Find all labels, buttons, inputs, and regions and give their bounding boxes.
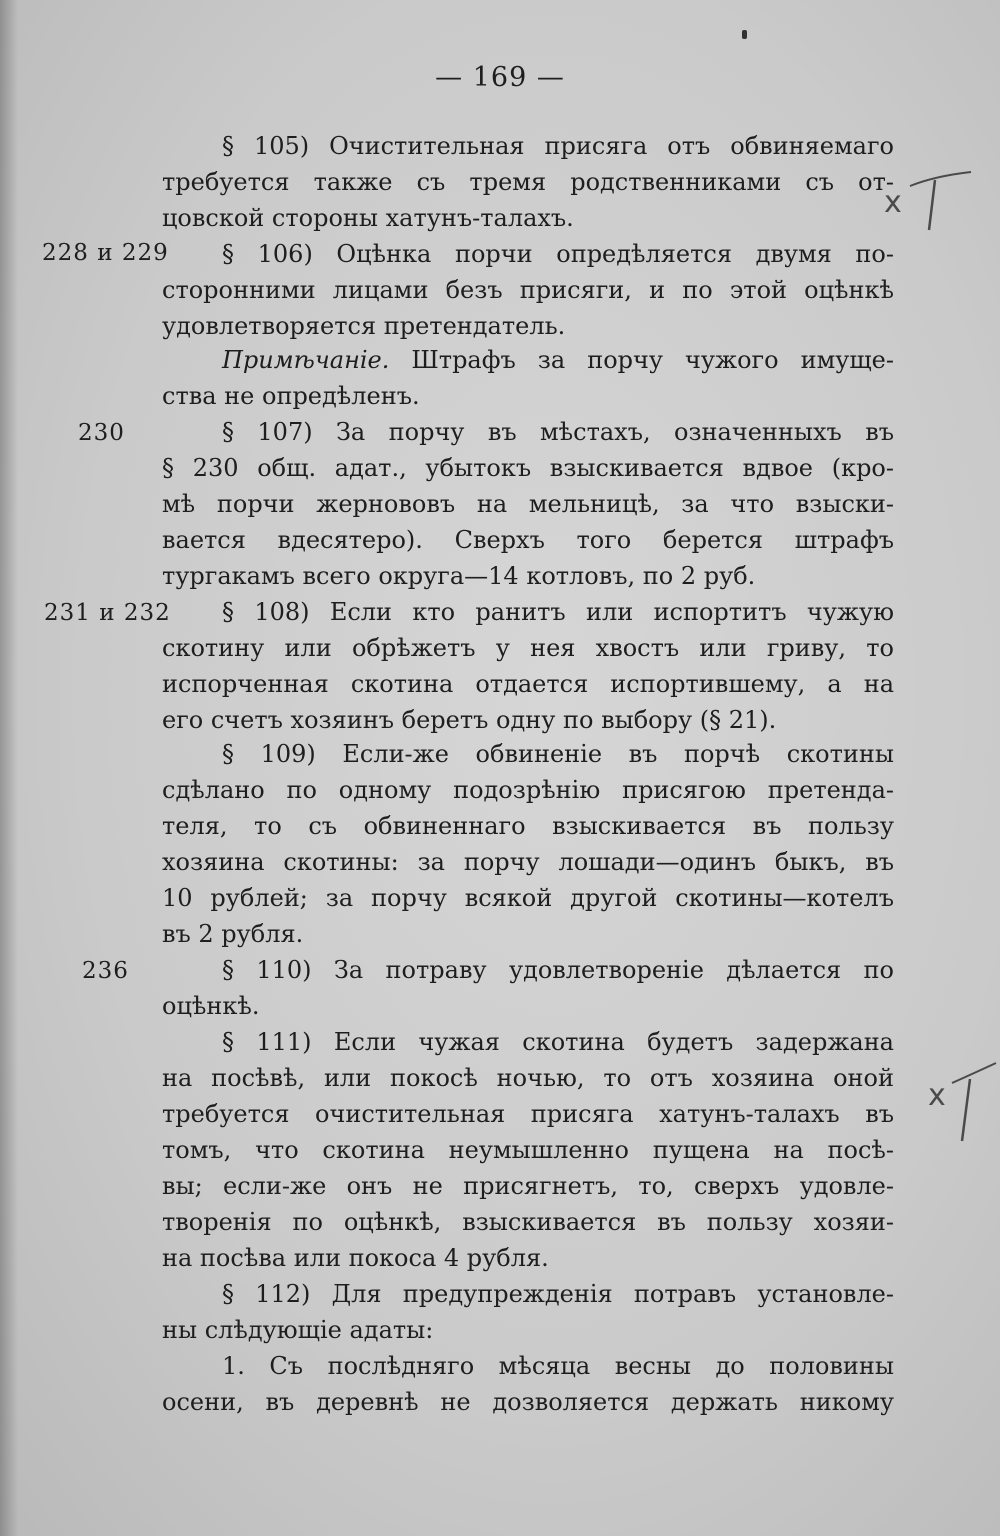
text-line: удовлетворяется претендатель.: [162, 312, 566, 340]
text-line: оцѣнкѣ.: [162, 992, 260, 1020]
text-line: [162, 342, 894, 378]
note-text: Штрафъ за порчу чужого имуще-: [389, 346, 894, 374]
text-line: § 109) Если-же обвиненіе въ порчѣ скотины: [222, 740, 894, 768]
text-line: 10 рублей; за порчу всякой другой скотины—котелъ: [162, 884, 894, 912]
text-line: теля, то съ обвиненнаго взыскивается въ пользу: [162, 812, 894, 840]
pencil-mark-x: х: [928, 1078, 946, 1113]
text-line: испорченная скотина отдается испортившему, а на: [162, 670, 894, 698]
text-line: § 106) Оцѣнка порчи опредѣляется двумя по-: [222, 240, 894, 268]
text-line: его счетъ хозяинъ беретъ одну по выбору (§ 21).: [162, 706, 777, 734]
text-line: въ 2 рубля.: [162, 920, 304, 948]
text-line: томъ, что скотина неумышленно пущена на посѣ-: [162, 1136, 894, 1164]
paragraph-111: [162, 1024, 894, 1276]
margin-note-230: 230: [78, 420, 125, 446]
text-line: § 108) Если кто ранитъ или испортитъ чужую: [222, 598, 894, 626]
text-line: требуется также съ тремя родственниками съ от-: [162, 168, 894, 196]
paragraph-110: [162, 952, 894, 1024]
text-line: требуется очистительная присяга хатунъ-талахъ въ: [162, 1100, 894, 1128]
text-line: § 230 общ. адат., убытокъ взыскивается вдвое (кро-: [162, 454, 894, 482]
text-line: на посѣва или покоса 4 рубля.: [162, 1244, 549, 1272]
text-line: § 111) Если чужая скотина будетъ задержана: [222, 1028, 894, 1056]
text-line: § 105) Очистительная присяга отъ обвиняемаго: [222, 132, 894, 160]
paragraph-112: [162, 1276, 894, 1348]
text-line: § 107) За порчу въ мѣстахъ, означенныхъ въ: [222, 418, 894, 446]
note-paragraph: [162, 342, 894, 414]
text-line: тургакамъ всего округа—14 котловъ, по 2 руб.: [162, 562, 756, 590]
ink-speck: [742, 30, 747, 39]
margin-note-236: 236: [82, 958, 129, 984]
text-line: сторонними лицами безъ присяги, и по этой оцѣнкѣ: [162, 276, 894, 304]
text-line: ства не опредѣленъ.: [162, 382, 420, 410]
text-line: 1. Съ послѣдняго мѣсяца весны до половины: [222, 1352, 894, 1380]
text-line: вы; если-же онъ не присягнетъ, то, сверхъ удовле-: [162, 1172, 894, 1200]
paragraph-105: [162, 128, 894, 236]
margin-note-231-232: 231 и 232: [44, 600, 171, 626]
binding-shadow: [0, 0, 18, 1536]
paragraph-108: [162, 594, 894, 738]
text-line: хозяина скотины: за порчу лошади—одинъ быкъ, въ: [162, 848, 894, 876]
paragraph-109: [162, 736, 894, 952]
text-line: цовской стороны хатунъ-талахъ.: [162, 204, 574, 232]
text-line: скотину или обрѣжетъ у нея хвостъ или гриву, то: [162, 634, 894, 662]
pencil-mark-x: х: [884, 185, 902, 220]
margin-note-228-229: 228 и 229: [42, 240, 169, 266]
text-line: вается вдесятеро). Сверхъ того берется штрафъ: [162, 526, 894, 554]
page-number: — 169 —: [435, 62, 565, 93]
text-line: ны слѣдующіе адаты:: [162, 1316, 434, 1344]
list-item-1: [162, 1348, 894, 1420]
text-line: на посѣвѣ, или покосѣ ночью, то отъ хозяина оной: [162, 1064, 894, 1092]
text-line: осени, въ деревнѣ не дозволяется держать никому: [162, 1388, 894, 1416]
text-line: сдѣлано по одному подозрѣнію присягою претенда-: [162, 776, 894, 804]
paragraph-107: [162, 414, 894, 594]
note-label: Примѣчаніе.: [222, 346, 390, 374]
pencil-stroke-mark: [905, 168, 975, 238]
paragraph-106: [162, 236, 894, 344]
pencil-stroke-mark: [948, 1055, 1000, 1145]
text-line: § 112) Для предупрежденія потравъ установле-: [222, 1280, 894, 1308]
text-line: § 110) За потраву удовлетвореніе дѣлается по: [222, 956, 894, 984]
text-line: творенія по оцѣнкѣ, взыскивается въ пользу хозяи-: [162, 1208, 894, 1236]
text-line: мѣ порчи жернововъ на мельницѣ, за что взыски-: [162, 490, 894, 518]
